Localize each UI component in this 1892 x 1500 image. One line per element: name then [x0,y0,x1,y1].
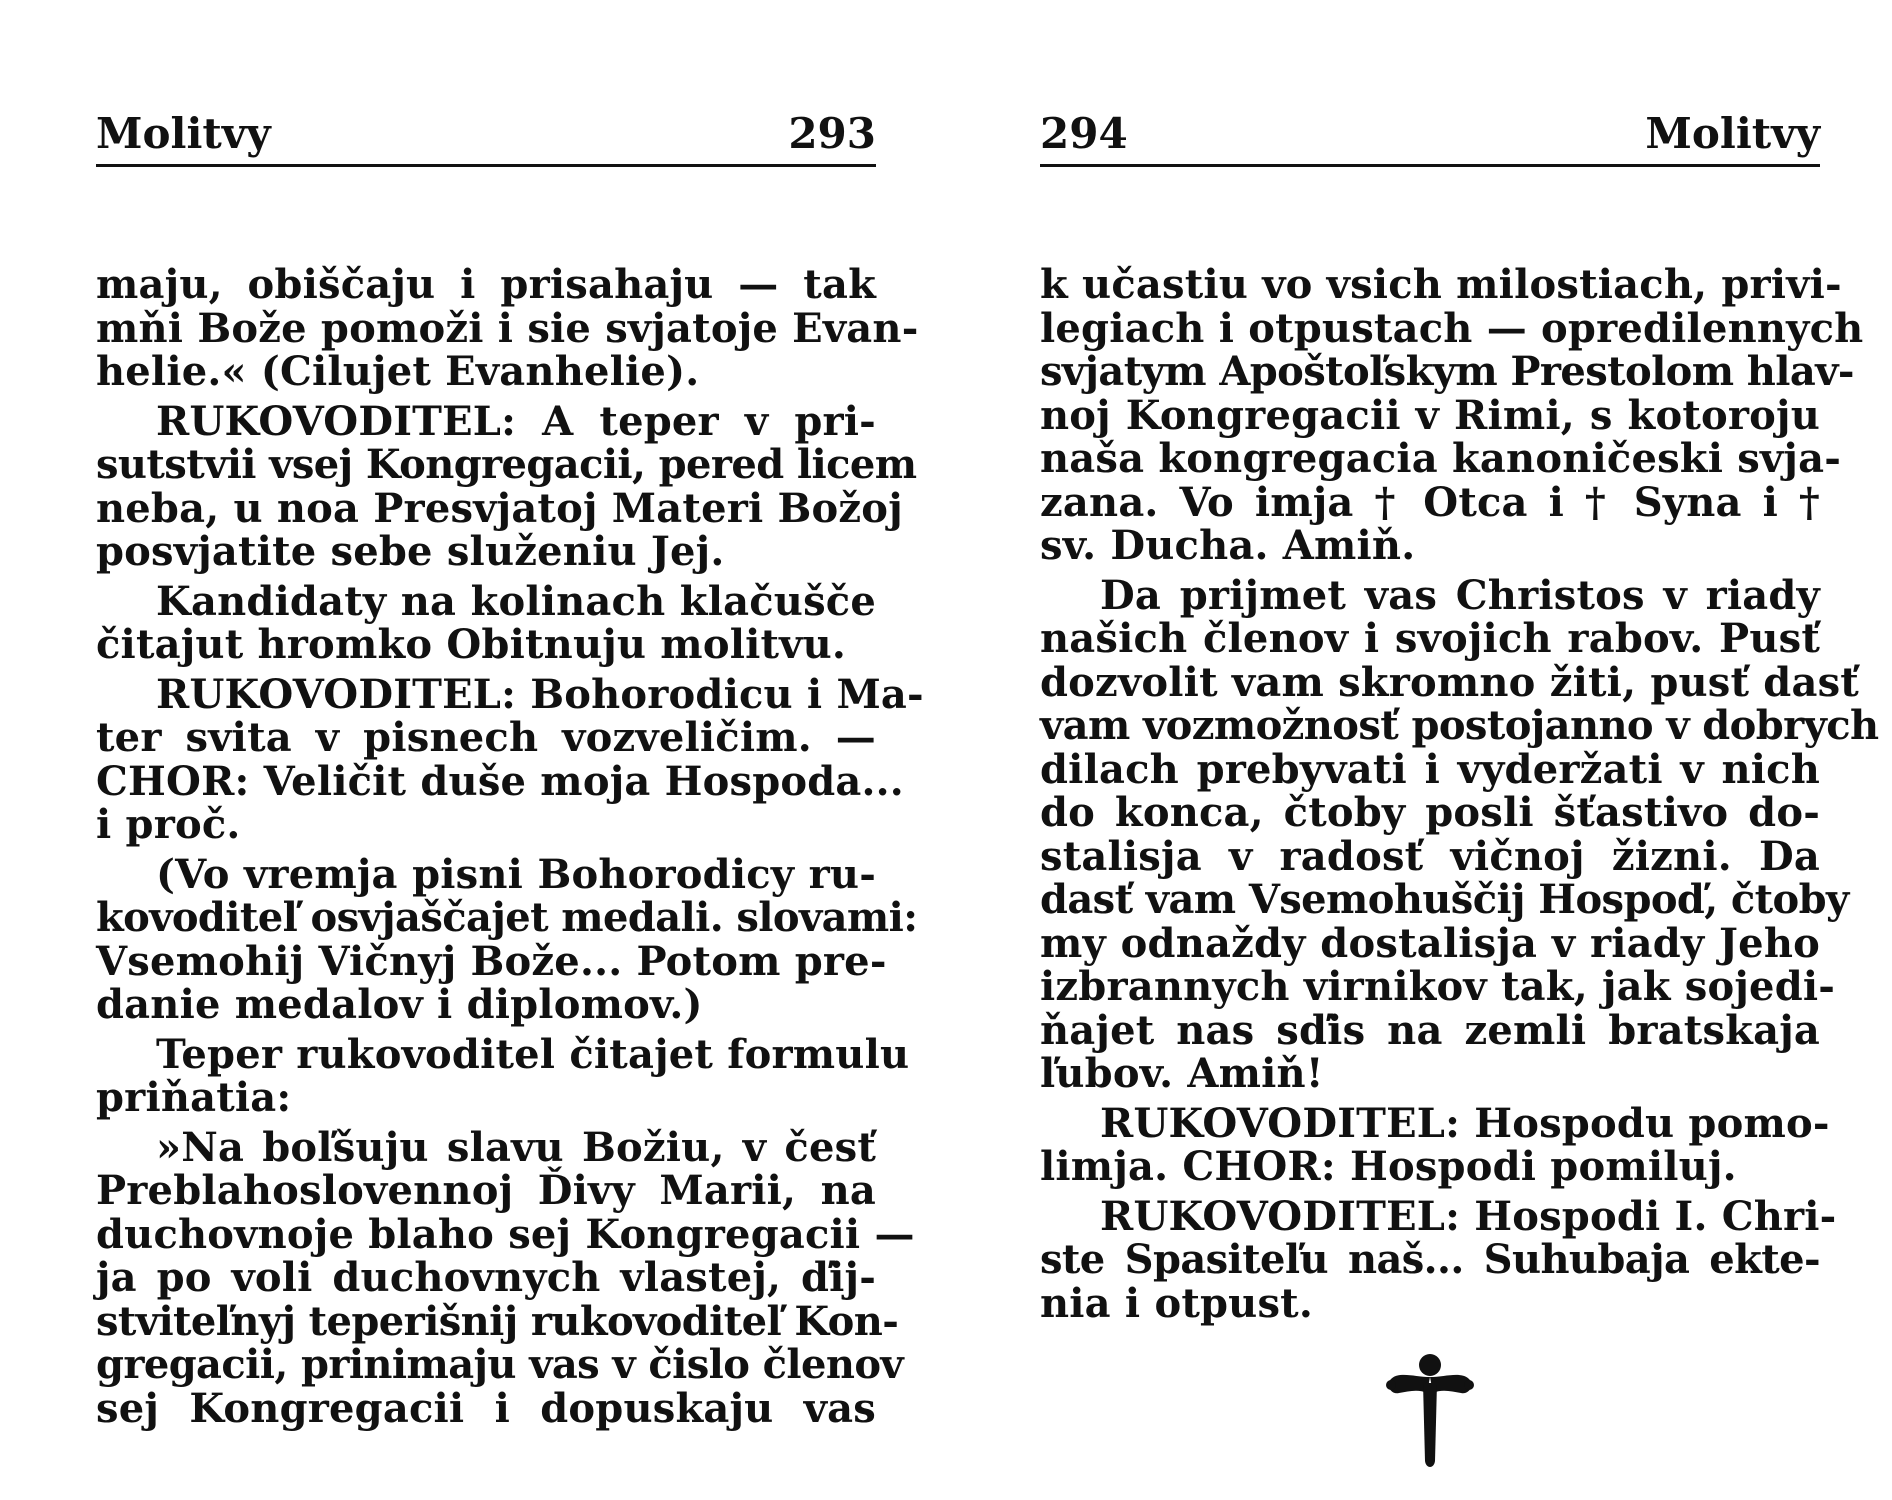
text-line: my odnaždy dostalisja v riady Jeho [1040,919,1820,967]
text-line: mňi Bože pomoži i sie svjatoje Evan- [96,304,919,352]
text-line: kovoditeľ osvjaščajet medali. slovami: [96,894,918,941]
text-line: (Vo vremja pisni Bohorodicy ru- [156,850,876,898]
text-line: stalisja v radosť vičnoj žizni. Da [1040,832,1820,880]
cross-icon [1385,1353,1475,1473]
text-line: RUKOVODITEL: Bohorodicu i Ma- [156,670,924,718]
text-line: CHOR: Veličit duše moja Hospoda... [96,757,904,805]
text-line: Kandidaty na kolinach klačušče [156,577,876,625]
text-line: Preblahoslovennoj Ďivy Marii, na [96,1167,876,1214]
text-line: sej Kongregacii i dopuskaju vas [96,1384,876,1432]
left-page-header [96,108,876,167]
text-line: čitajut hromko Obitnuju molitvu. [96,621,847,668]
text-line: sutstvii vsej Kongregacii, pered licem [96,441,917,488]
text-line: RUKOVODITEL: Hospodu pomo- [1100,1099,1830,1147]
text-line: vam vozmožnosť postojanno v dobrych [1040,702,1879,749]
text-line: do konca, čtoby posli šťastivo do- [1040,789,1820,836]
text-line: Teper rukovoditel čitajet formulu [156,1030,910,1078]
text-line: limja. CHOR: Hospodi pomiluj. [1040,1143,1737,1190]
text-line: danie medalov i diplomov.) [96,981,703,1028]
text-line: svjatym Apoštoľskym Prestolom hlav- [1040,348,1854,395]
text-line: naša kongregacia kanoničeski svja- [1040,435,1841,482]
left-header-title: Molitvy [96,109,271,158]
text-line: k učastiu vo vsich milostiach, privi- [1040,261,1842,308]
text-line: duchovnoje blaho sej Kongregacii — [96,1210,915,1258]
text-line: posvjatite sebe služeniu Jej. [96,528,725,575]
text-line: ľubov. Amiň! [1040,1050,1324,1097]
right-header-title: Molitvy [1645,109,1820,158]
right-page [1040,108,1879,1477]
cross-ornament [1040,1353,1820,1477]
right-page-header [1040,108,1820,167]
text-line: nia i otpust. [1040,1279,1313,1327]
text-line: ja po voli duchovnych vlastej, ďij- [96,1254,876,1301]
text-line: izbrannych virnikov tak, jak sojedi- [1040,963,1836,1010]
text-line: našich členov i svojich rabov. Pusť [1040,615,1820,662]
left-page [96,108,924,1432]
text-line: ter svita v pisnech vozveličim. — [96,714,876,761]
text-line: priňatia: [96,1074,292,1121]
text-line: dozvolit vam skromno žiti, pusť dasť [1040,658,1859,706]
text-line: ste Spasiteľu naš... Suhubaja ekte- [1040,1236,1820,1283]
text-line: »Na boľšuju slavu Božiu, v česť [156,1123,876,1171]
right-page-body [1040,261,1879,1477]
left-page-number: 293 [788,109,876,158]
text-line: Vsemohij Vičnyj Bože... Potom pre- [96,937,887,985]
text-line: stviteľnyj teperišnij rukovoditeľ Kon- [96,1297,899,1345]
text-line: ňajet nas sďis na zemli bratskaja [1040,1006,1820,1054]
left-page-body [96,261,924,1432]
text-line: gregacii, prinimaju vas v čislo členov [96,1341,904,1388]
text-line: RUKOVODITEL: A teper v pri- [156,397,876,445]
text-line: sv. Ducha. Amiň. [1040,522,1416,569]
text-line: dasť vam Vsemohuščij Hospoď, čtoby [1040,876,1849,923]
text-line: RUKOVODITEL: Hospodi I. Chri- [1100,1192,1837,1240]
text-line: i proč. [96,801,241,848]
text-line: dilach prebyvati i vyderžati v nich [1040,745,1820,793]
text-line: helie.« (Cilujet Evanhelie). [96,348,700,395]
text-line: zana. Vo imja † Otca i † Syna i † [1040,478,1820,526]
text-line: maju, obiščaju i prisahaju — tak [96,261,876,308]
right-page-number: 294 [1040,109,1128,158]
text-line: legiach i otpustach — opredilennych [1040,304,1864,352]
text-line: Da prijmet vas Christos v riady [1100,571,1820,619]
text-line: noj Kongregacii v Rimi, s kotoroju [1040,391,1820,439]
text-line: neba, u noa Presvjatoj Materi Božoj [96,484,903,532]
